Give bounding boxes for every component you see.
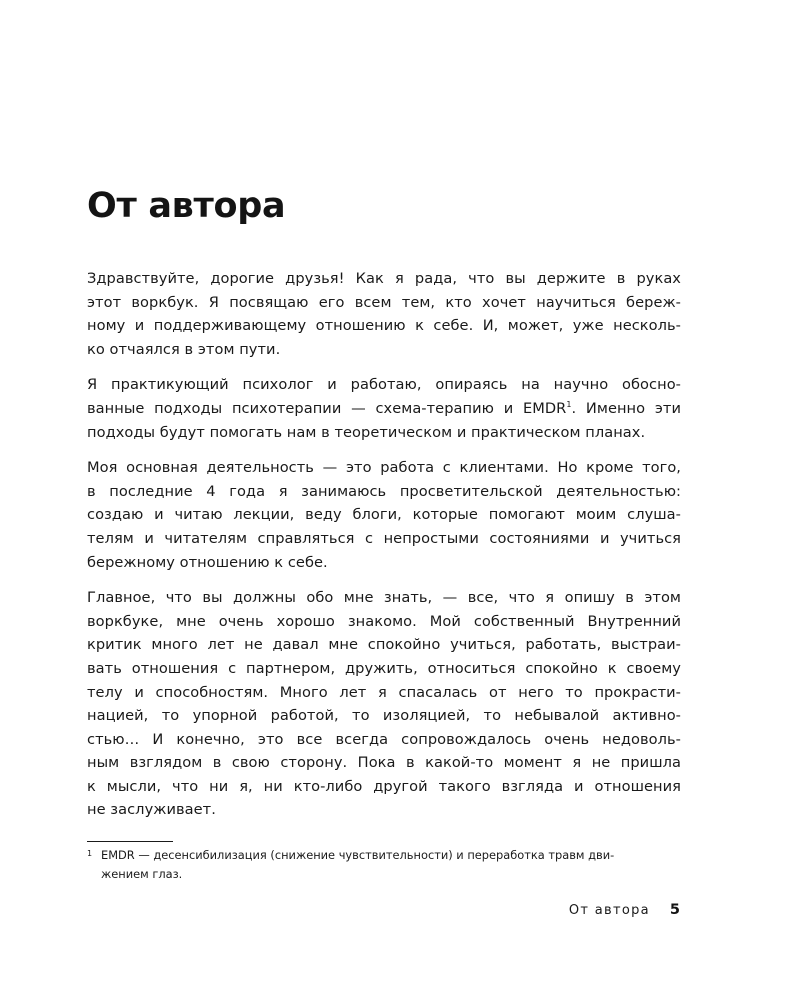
text-line: к мысли, что ни я, ни кто-либо другой такого взгляда и отношения bbox=[87, 777, 681, 795]
paragraph-3 bbox=[87, 456, 681, 574]
text-line: в последние 4 года я занимаюсь просветительской деятельностью: bbox=[87, 482, 681, 500]
text-line: Главное, что вы должны обо мне знать, — все, что я опишу в этом bbox=[87, 589, 681, 607]
text-line: телям и читателям справляться с непростыми состояниями и учиться bbox=[87, 529, 681, 547]
page-number: 5 bbox=[669, 902, 680, 918]
text-line: телу и способностям. Много лет я спасалась от него то прокрасти- bbox=[87, 683, 681, 701]
text-line: критик много лет не давал мне спокойно учиться, работать, выстраи- bbox=[87, 636, 681, 654]
page-title: От автора bbox=[87, 186, 286, 226]
text-line: ным взглядом в свою сторону. Пока в какой-то момент я не пришла bbox=[87, 754, 681, 772]
footnote-reference[interactable]: 1 bbox=[566, 400, 572, 410]
text-segment: . Именно эти bbox=[571, 399, 681, 417]
text-line: Здравствуйте, дорогие друзья! Как я рада, что вы держите в руках bbox=[87, 270, 681, 287]
text-line: ко отчаялся в этом пути. bbox=[87, 340, 281, 358]
text-line: нацией, то упорной работой, то изоляцией, то небывалой активно- bbox=[87, 707, 681, 725]
text-line-with-footnote bbox=[87, 397, 681, 421]
paragraph-2 bbox=[87, 373, 681, 444]
text-line: Моя основная деятельность — это работа с клиентами. Но кроме того, bbox=[87, 459, 681, 477]
text-line: бережному отношению к себе. bbox=[87, 553, 328, 571]
text-line: ному и поддерживающему отношению к себе. И, может, уже несколь- bbox=[87, 317, 681, 335]
text-line: этот воркбук. Я посвящаю его всем тем, кто хочет научиться береж- bbox=[87, 293, 681, 311]
paragraph-1 bbox=[87, 267, 681, 361]
text-line: стью… И конечно, это все всегда сопровождалось очень недоволь- bbox=[87, 730, 681, 748]
footnote-separator bbox=[87, 841, 173, 842]
footnote-text bbox=[87, 846, 687, 884]
footnote bbox=[87, 846, 687, 884]
paragraph-4 bbox=[87, 586, 681, 822]
body-text bbox=[87, 267, 681, 834]
text-line: подходы будут помогать нам в теоретическом и практическом планах. bbox=[87, 423, 646, 441]
text-line: не заслуживает. bbox=[87, 801, 216, 819]
footnote-line: жением глаз. bbox=[101, 867, 183, 881]
running-title: От автора bbox=[568, 903, 650, 918]
footnote-line: EMDR — десенсибилизация (снижение чувствительности) и переработка травм дви- bbox=[101, 848, 615, 862]
text-line: вать отношения с партнером, дружить, относиться спокойно к своему bbox=[87, 659, 681, 677]
running-footer bbox=[569, 902, 680, 918]
text-segment: ванные подходы психотерапии — схема-терапию и EMDR bbox=[87, 399, 567, 417]
footnote-mark: 1 bbox=[87, 849, 93, 858]
text-line: создаю и читаю лекции, веду блоги, которые помогают моим слуша- bbox=[87, 506, 681, 524]
text-line: воркбуке, мне очень хорошо знакомо. Мой собственный Внутренний bbox=[87, 612, 681, 630]
text-line: Я практикующий психолог и работаю, опираясь на научно обосно- bbox=[87, 376, 681, 394]
